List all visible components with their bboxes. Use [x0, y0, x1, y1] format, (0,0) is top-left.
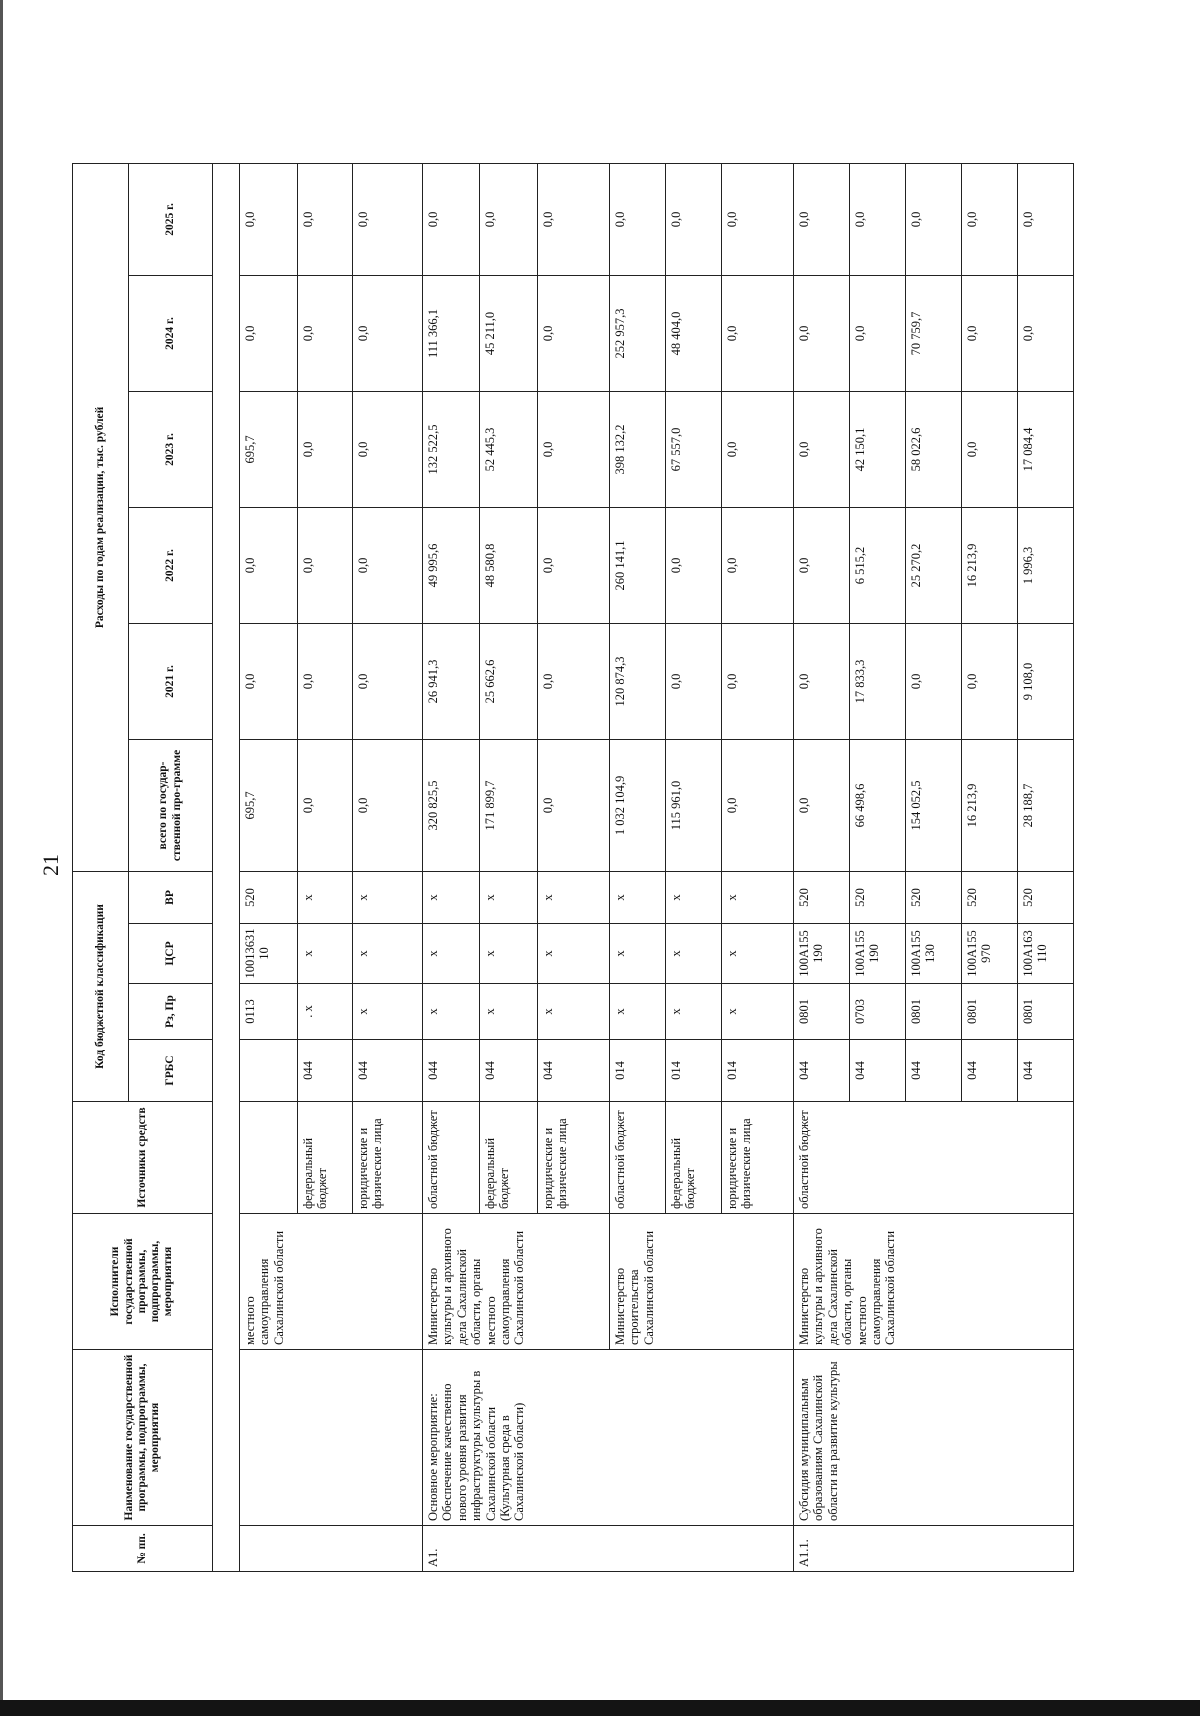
row-rzpr: х — [610, 984, 666, 1040]
row-grbs: 044 — [1018, 1040, 1074, 1102]
row-2023: 0,0 — [298, 391, 353, 507]
row-executor-a1: Министерство культуры и архивного дела Сахалинской области, органы местного самоуправления Сахалинской области — [423, 1214, 610, 1350]
row-total: 154 052,5 — [906, 739, 962, 871]
header-num: № пп. — [73, 1526, 213, 1572]
row-2021: 9 108,0 — [1018, 623, 1074, 739]
row-2024: 70 759,7 — [906, 275, 962, 391]
row-grbs: 044 — [906, 1040, 962, 1102]
row-2025: 0,0 — [906, 163, 962, 275]
row-grbs: 044 — [794, 1040, 850, 1102]
row-2021: 0,0 — [962, 623, 1018, 739]
header-total: всего по государ-ственной про-грамме — [129, 739, 213, 871]
row-name-a11: Субсидия муниципальным образованиям Сахалинской области на развитие культуры — [794, 1350, 1074, 1526]
page-number: 21 — [38, 854, 63, 876]
row-vr: 520 — [240, 871, 298, 923]
row-source — [240, 1102, 298, 1214]
row-total: 28 188,7 — [1018, 739, 1074, 871]
row-2021: 0,0 — [240, 623, 298, 739]
row-2023: 0,0 — [722, 391, 794, 507]
row-2021: 0,0 — [666, 623, 722, 739]
row-num-cont — [240, 1526, 423, 1572]
row-2024: 0,0 — [298, 275, 353, 391]
row-2022: 48 580,8 — [480, 507, 538, 623]
header-name: Наименование государственной программы, подпрограммы, мероприятия — [73, 1350, 213, 1526]
row-csr: х — [423, 924, 480, 984]
row-2024: 111 366,1 — [423, 275, 480, 391]
row-vr: 520 — [1018, 871, 1074, 923]
row-csr: х — [353, 924, 423, 984]
row-source: областной бюджет — [423, 1102, 480, 1214]
row-total: 695,7 — [240, 739, 298, 871]
row-rzpr: 0801 — [794, 984, 850, 1040]
row-2022: 0,0 — [353, 507, 423, 623]
row-2023: 67 557,0 — [666, 391, 722, 507]
row-source: юридические и физические лица — [538, 1102, 610, 1214]
header-csr: ЦСР — [129, 924, 213, 984]
row-2021: 17 833,3 — [850, 623, 906, 739]
row-2025: 0,0 — [423, 163, 480, 275]
row-2021: 0,0 — [722, 623, 794, 739]
row-source: областной бюджет — [610, 1102, 666, 1214]
row-rzpr: х — [480, 984, 538, 1040]
table-body — [213, 163, 1074, 1571]
row-source-a11: областной бюджет — [794, 1102, 1074, 1214]
row-2025: 0,0 — [353, 163, 423, 275]
row-2025: 0,0 — [722, 163, 794, 275]
row-2024: 0,0 — [962, 275, 1018, 391]
row-2021: 0,0 — [298, 623, 353, 739]
row-csr: 100А155 190 — [850, 924, 906, 984]
header-gap — [213, 163, 240, 1571]
row-total: 320 825,5 — [423, 739, 480, 871]
row-vr: х — [722, 871, 794, 923]
row-2023: 52 445,3 — [480, 391, 538, 507]
row-2022: 16 213,9 — [962, 507, 1018, 623]
row-total: 0,0 — [794, 739, 850, 871]
row-name-cont — [240, 1350, 423, 1526]
row-grbs: 044 — [423, 1040, 480, 1102]
header-2021: 2021 г. — [129, 623, 213, 739]
row-source: юридические и физические лица — [353, 1102, 423, 1214]
row-grbs: 014 — [666, 1040, 722, 1102]
header-rzpr: Рз, Пр — [129, 984, 213, 1040]
row-vr: х — [480, 871, 538, 923]
row-2024: 0,0 — [794, 275, 850, 391]
row-csr: х — [480, 924, 538, 984]
row-vr: 520 — [794, 871, 850, 923]
row-vr: 520 — [906, 871, 962, 923]
row-2023: 398 132,2 — [610, 391, 666, 507]
header-costs-group: Расходы по годам реализации, тыс. рублей — [73, 163, 129, 871]
row-total: 115 961,0 — [666, 739, 722, 871]
row-vr: х — [538, 871, 610, 923]
row-2022: 6 515,2 — [850, 507, 906, 623]
row-total: 171 899,7 — [480, 739, 538, 871]
row-2022: 49 995,6 — [423, 507, 480, 623]
row-total: 0,0 — [538, 739, 610, 871]
table-header — [73, 163, 213, 1571]
header-2025: 2025 г. — [129, 163, 213, 275]
row-2023: 0,0 — [962, 391, 1018, 507]
row-2024: 0,0 — [240, 275, 298, 391]
row-source: юридические и физические лица — [722, 1102, 794, 1214]
row-grbs: 014 — [610, 1040, 666, 1102]
row-2025: 0,0 — [666, 163, 722, 275]
row-grbs: 014 — [722, 1040, 794, 1102]
row-2022: 25 270,2 — [906, 507, 962, 623]
header-2023: 2023 г. — [129, 391, 213, 507]
row-2024: 0,0 — [538, 275, 610, 391]
row-csr: 100А155 190 — [794, 924, 850, 984]
row-grbs: 044 — [353, 1040, 423, 1102]
row-2021: 26 941,3 — [423, 623, 480, 739]
row-2023: 17 084,4 — [1018, 391, 1074, 507]
row-grbs: 044 — [538, 1040, 610, 1102]
row-2021: 25 662,6 — [480, 623, 538, 739]
row-2023: 0,0 — [353, 391, 423, 507]
row-grbs: 044 — [850, 1040, 906, 1102]
row-csr: х — [538, 924, 610, 984]
header-vr: ВР — [129, 871, 213, 923]
header-grbs: ГРБС — [129, 1040, 213, 1102]
budget-table — [72, 163, 1074, 1572]
row-num-a1: А1. — [423, 1526, 794, 1572]
row-csr: 100А155 970 — [962, 924, 1018, 984]
row-2022: 0,0 — [298, 507, 353, 623]
row-2023: 0,0 — [538, 391, 610, 507]
row-rzpr: 0113 — [240, 984, 298, 1040]
row-2022: 0,0 — [240, 507, 298, 623]
row-source: федеральный бюджет — [298, 1102, 353, 1214]
row-rzpr: . х — [298, 984, 353, 1040]
row-2024: 0,0 — [722, 275, 794, 391]
row-2024: 252 957,3 — [610, 275, 666, 391]
row-2024: 0,0 — [1018, 275, 1074, 391]
row-grbs — [240, 1040, 298, 1102]
row-2025: 0,0 — [298, 163, 353, 275]
row-rzpr: х — [666, 984, 722, 1040]
row-vr: х — [298, 871, 353, 923]
row-csr: х — [666, 924, 722, 984]
row-2025: 0,0 — [240, 163, 298, 275]
row-vr: 520 — [962, 871, 1018, 923]
row-rzpr: х — [538, 984, 610, 1040]
row-csr: х — [610, 924, 666, 984]
row-2024: 45 211,0 — [480, 275, 538, 391]
row-vr: 520 — [850, 871, 906, 923]
row-rzpr: х — [423, 984, 480, 1040]
table-row — [423, 163, 480, 1571]
row-2025: 0,0 — [850, 163, 906, 275]
row-csr: 100А163 110 — [1018, 924, 1074, 984]
row-grbs: 044 — [480, 1040, 538, 1102]
row-vr: х — [353, 871, 423, 923]
row-executor-a11: Министерство культуры и архивного дела Сахалинской области, органы местного самоуправления Сахалинской области — [794, 1214, 1074, 1350]
table-row — [794, 163, 850, 1571]
row-source: федеральный бюджет — [666, 1102, 722, 1214]
row-csr: х — [722, 924, 794, 984]
row-total: 0,0 — [353, 739, 423, 871]
row-rzpr: 0703 — [850, 984, 906, 1040]
row-rzpr: 0801 — [1018, 984, 1074, 1040]
row-2022: 260 141,1 — [610, 507, 666, 623]
row-2022: 0,0 — [666, 507, 722, 623]
row-rzpr: 0801 — [962, 984, 1018, 1040]
row-2023: 58 022,6 — [906, 391, 962, 507]
table-row — [240, 163, 298, 1571]
row-2024: 0,0 — [353, 275, 423, 391]
row-2021: 0,0 — [794, 623, 850, 739]
row-grbs: 044 — [298, 1040, 353, 1102]
row-2022: 0,0 — [722, 507, 794, 623]
row-name-a1: Основное мероприятие: Обеспечение качественно нового уровня развития инфраструктуры культуры в Сахалинской области (Культурная среда в Сахалинской области) — [423, 1350, 794, 1526]
header-code-group: Код бюджетной классификации — [73, 871, 129, 1101]
row-2025: 0,0 — [794, 163, 850, 275]
row-vr: х — [610, 871, 666, 923]
row-2021: 0,0 — [906, 623, 962, 739]
row-csr: 100А155 130 — [906, 924, 962, 984]
row-executor-cont: местного самоуправления Сахалинской области — [240, 1214, 423, 1350]
row-csr: 10013631 10 — [240, 924, 298, 984]
row-2024: 0,0 — [850, 275, 906, 391]
row-2025: 0,0 — [962, 163, 1018, 275]
header-source: Источники средств — [73, 1102, 213, 1214]
row-total: 1 032 104,9 — [610, 739, 666, 871]
row-rzpr: х — [722, 984, 794, 1040]
row-2025: 0,0 — [538, 163, 610, 275]
row-2022: 0,0 — [794, 507, 850, 623]
row-2023: 695,7 — [240, 391, 298, 507]
row-2024: 48 404,0 — [666, 275, 722, 391]
row-2021: 120 874,3 — [610, 623, 666, 739]
row-total: 66 498,6 — [850, 739, 906, 871]
row-2021: 0,0 — [538, 623, 610, 739]
row-2025: 0,0 — [1018, 163, 1074, 275]
row-total: 0,0 — [722, 739, 794, 871]
header-executor: Исполнители государственной программы, подпрограммы, мероприятия — [73, 1214, 213, 1350]
row-vr: х — [423, 871, 480, 923]
row-2025: 0,0 — [610, 163, 666, 275]
row-2021: 0,0 — [353, 623, 423, 739]
row-csr: х — [298, 924, 353, 984]
header-2022: 2022 г. — [129, 507, 213, 623]
row-2025: 0,0 — [480, 163, 538, 275]
row-rzpr: х — [353, 984, 423, 1040]
row-source: федеральный бюджет — [480, 1102, 538, 1214]
header-2024: 2024 г. — [129, 275, 213, 391]
row-num-a11: А1.1. — [794, 1526, 1074, 1572]
row-2022: 1 996,3 — [1018, 507, 1074, 623]
row-rzpr: 0801 — [906, 984, 962, 1040]
row-2023: 132 522,5 — [423, 391, 480, 507]
row-total: 16 213,9 — [962, 739, 1018, 871]
row-2022: 0,0 — [538, 507, 610, 623]
row-2023: 0,0 — [794, 391, 850, 507]
row-grbs: 044 — [962, 1040, 1018, 1102]
row-2023: 42 150,1 — [850, 391, 906, 507]
row-total: 0,0 — [298, 739, 353, 871]
row-vr: х — [666, 871, 722, 923]
row-executor-a1-construction: Министерство строительства Сахалинской области — [610, 1214, 794, 1350]
